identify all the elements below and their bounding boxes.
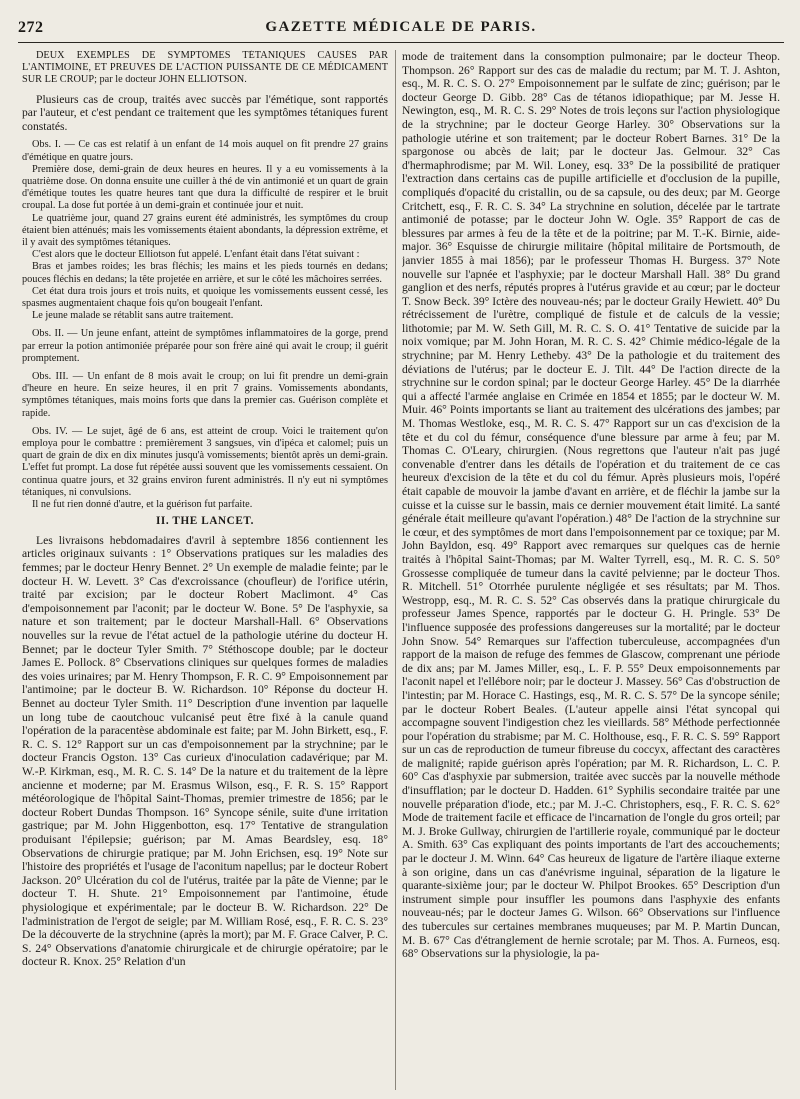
observation-3: Obs. III. — Un enfant de 8 mois avait le croup; on lui fit prendre un demi-grain d'heure en heure. En seize heures, il en prit 7 grains. Vomissements abondants, symptômes tétaniques, mais moins forts que dans la premier cas. Guérison complète et rapide. — [22, 371, 388, 419]
observation-2: Obs. II. — Un jeune enfant, atteint de symptômes inflammatoires de la gorge, prend par erreur la potion antimoniée préparée pour son frère ainé qui avait le croup; il guérit promptement. — [22, 328, 388, 364]
page-number: 272 — [18, 19, 44, 36]
obs1-para: Bras et jambes roides; les bras fléchis; les mains et les pieds tournés en dedans; pouces fléchis en dedans; la tête projetée en arrière, et sur le côté les mâchoires serrées. — [22, 261, 388, 285]
lancet-article-list: Les livraisons hebdomadaires d'avril à septembre 1856 contiennent les articles originaux suivants : 1° Observations pratiques sur les maladies des femmes; par le docteur Henry Bennet. 2° Un exemple de maladie feinte; par le docteur H. W. Levett. 3° Cas d'excroissance (choufleur) de l'orifice utérin, traité par excision; par le docteur Robert Maclimont. 4° Cas d'empoisonnement par l'aconit; par le docteur W. Bone. 5° De l'asphyxie, sa nature et son traitement; par le docteur Marshall-Hall. 6° Observations nouvelles sur la revue de l'état actuel de la pathologie utérine du docteur H. Bennet; par le docteur Tyler Smith. 7° Stéthoscope double; par le docteur James E. Pollock. 8° Cbservations cliniques sur quelques formes de maladies des voies urinaires; par M. Henry Thompson, F. R. C. 9° Empoisonnement par l'antimoine; par le docteur B. W. Richardson. 10° Réponse du docteur H. Bennet au docteur Tyler Smith. 11° Description d'une invention par laquelle un long tube de caoutchouc vulcanisé peut être fixé à la canule quand l'opération de la paracentèse abdominale est faite; par M. John Birkett, esq., F. R. C. S. 12° Rapport sur un cas d'empoisonnement par la strychnine; par le docteur Francis Ogston. 13° Cas curieux d'inoculation cadavérique; par M. W.-P. Kirkman, esq., M. R. C. S. 14° De la nature et du traitement de la lèpre ancienne et moderne; par M. Erasmus Wilson, esq., F. R. S. 15° Rapport météorologique de l'hôpital Saint-Thomas, premier trimestre de 1856; par le docteur Robert Dundas Thompson. 16° Syncope sénile, suite d'une irritation gastrique; par M. John Higgenbotton, esq. 17° Tentative de strangulation produisant l'épilepsie; guérison; par M. Amas Beardsley, esq. 18° Observations de chirurgie pratique; par M. John Erichsen, esq. 19° Note sur l'histoire des propriétés et l'usage de l'aconitum napellus; par le docteur Robert Jackson. 20° Ulcération du col de l'utérus, traitée par la pâte de Vienne; par le docteur T. H. Shute. 21° Empoisonnement par l'antimoine, étude physiologique et expérimentale; par le docteur B. W. Richardson. 22° De l'administration de l'ergot de seigle; par M. William Rosé, esq., F. R. C. S. 23° De la découverte de la strychnine (après la mort); par M. F. Grace Calver, P. C. S. 24° Observations d'anatomie chirurgicale et de chirurgie opératoire; par le docteur R. Knox. 25° Relation d'un — [22, 533, 388, 969]
page-header — [18, 16, 784, 43]
observation-1 — [22, 139, 388, 511]
article-title: DEUX EXEMPLES DE SYMPTÔMES TÉTANIQUES CAUSÉS PAR L'ANTIMOINE, ET PREUVES DE L'ACTION PUISSANTE DE CE MÉDICAMENT SUR LE CROUP; par le docteur JOHN ELLIOTSON. — [22, 50, 388, 86]
journal-title: GAZETTE MÉDICALE DE PARIS. — [265, 19, 537, 35]
obs1-para: C'est alors que le docteur Elliotson fut appelé. L'enfant était dans l'état suivant : — [32, 249, 360, 261]
lancet-article-list-continued: mode de traitement dans la consomption pulmonaire; par le docteur Theop. Thompson. 26° Rapport sur des cas de maladie du rectum; par M. T. J. Ashton, esq., M. R. C. S. O. 27° Empoisonnement par le sulfate de zinc; guérison; par le docteur George D. Gibb. 28° Cas de tétanos idiopathique; par M. Jesse H. Newington, esq., M. R. C. S. 29° Notes de trois leçons sur l'action physiologique de la strychnine; par le docteur George Harley. 30° Observations sur la pathologie utérine et son traitement; par le docteur Robert Barnes. 31° De la spargonose ou abcès de lait; par le docteur Jas. Gelmour. 32° Cas d'hermaphrodisme; par M. Wil. Loney, esq. 33° De la possibilité de pratiquer l'extraction dans certains cas de pupille artificielle et d'occlusion de la pupille, compliqués d'opacité du cristallin, ou de sa capsule, ou des deux; par M. George Critchett, esq., F. R. C. S. 34° La strychnine en solution, décelée par le tartrate antimonié de potasse; par le docteur John W. Ogle. 35° Rapport de cas de blessures par armes à feu de la tête et de la poitrine; par M. T.-K. Birnie, aide-major. 36° Esquisse de chirurgie militaire (hôpital militaire de Portsmouth, de janvier 1855 à mai 1856); par le professeur Thomas H. Burgess. 37° Note nouvelle sur l'apnée et l'asphyxie; par le docteur Marshall Hall. 38° Du grand ganglion et des nerfs, réputés propres à l'utérus gravide et au cœur; par le docteur T. Snow Beck. 39° Ictère des nouveau-nés; par le docteur Graily Hewiett. 40° Du rétrécissement de l'urètre, compliqué de fistule et de calculs de la vessie; lithotomie; par M. W. Seth Gill, M. R. C. S. O. 41° Tentative de suicide par la noix vomique; par M. John Horan, M. R. C. S. 42° Chimie médico-légale de la strychnine; par M. Henry Letheby. 43° De la pathologie et du traitement des déviations de l'utérus; par le docteur E. J. Tilt. 44° De l'action directe de la strychnine sur le cordon spinal; par le docteur George Harley. 45° De la diarrhée qui a affecté l'armée anglaise en Crimée en 1854 et 1855; par le docteur W. M. Muir. 46° Points importants se liant au traitement des ulcérations des jambes; par M. Thomas Westloke, esq., M. R. C. S. 47° Rapport sur un cas d'excision de la tête et du col du fémur, conséquence d'une blessure par arme à feu; par M. Thomas C. O'Leary, chirurgien. (Nous regrettons que l'auteur n'ait pas jugé convenable d'entrer dans les détails de l'opération et du traitement de ce cas heureux d'excision de la tête et du col du fémur. Après plusieurs mois, l'opéré était capable de mouvoir la jambe d'avant en arrière, et de fléchir la jambe sur la cuisse et la cuisse sur le bassin, mais ce dernier mouvement était limité. La santé générale était meilleure qu'avant l'opération.) 48° De l'action de la strychnine sur le cœur, et des symptômes de mort dans l'empoisonnement par ce toxique; par M. John Bayldon, esq. 49° Rapport avec remarques sur quelques cas de hernie traités à l'hôpital Saint-Thomas; par M. Walter Tyrrell, esq., M. R. C. S. 50° Grossesse compliquée de tumeur dans la cavité pelvienne; par le docteur Thos. R. Mitchell. 51° Otorrhée purulente négligée et ses résultats; par M. Thos. Westropp, esq., M. R. C. S. 52° Cas observés dans la pratique chirurgicale du professeur James Spence, rapportés par le docteur G. H. Pringle. 53° De l'influence supposée des professions dangereuses sur la mortalité; par le docteur John Snow. 54° Remarques sur l'affection tuberculeuse, accompagnées d'un rapport de la maison de refuge des femmes de Glascow, comprenant une période de dix ans; par M. James Miller, esq., L. F. P. 55° Deux empoisonnements par l'aconit napel et l'ellébore noir; par le docteur J. Massey. 56° Cas d'obstruction de l'intestin; par M. Horace C. Hastings, esq., M. R. C. S. 57° De la syncope sénile; par le docteur Robert Beales. (L'auteur appelle ainsi l'état syncopal qui accompagne souvent l'indigestion chez les vieillards. 58° Méthode perfectionnée pour l'opération du strabisme; par M. C. Holthouse, esq., F. R. C. S. 59° Rapport sur un cas de reproduction de tumeur fibreuse du coccyx, affectant des caractères de malignité; rapide guérison après l'opération; par M. R. Richardson, L. C. P. 60° Cas d'asphyxie par submersion, traitée avec succès par la nouvelle méthode d'insufflation; par le docteur D. Hadden. 61° Syphilis secondaire traitée par une nouvelle préparation d'iode, etc.; par M. J.-C. Christophers, esq., F. R. C. S. 62° Mode de traitement facile et efficace de l'incarnation de l'ongle du gros orteil; par M. J. Broke Gullway, chirurgien de l'artillerie royale, communiqué par le docteur A. Smith. 63° Cas expliquant des points importants de l'art des accouchements; par le docteur J. M. Winn. 64° Cas heureux de ligature de l'artère iliaque externe à son origine, dans un cas d'anévrisme inguinal, séparation de la ligature le quarante-sixième jour; par le docteur W. Philpot Brookes. 65° Description d'un instrument simple pour insuffler les poumons dans l'asphyxie des enfants nouveau-nés; par le docteur James G. Wilson. 66° Observations sur l'influence des tubercules sur certaines membranes muqueuses; par M. P. Martin Duncan, M. B. 67° Cas d'étranglement de hernie scrotale; par M. Thos. A. Furneos, esq. 68° Observations sur la physiologie, la pa- — [402, 50, 780, 961]
right-column — [402, 50, 780, 1090]
article-intro: Plusieurs cas de croup, traités avec succès par l'émétique, sont rapportés par l'auteur, et c'est pendant ce traitement que les symptômes tétaniques furent constatés. — [22, 92, 388, 133]
obs1-para: Le quatrième jour, quand 27 grains eurent été administrés, les symptômes du croup étaient bien atténués; mais les vomissements étaient abondants, la dépression extrême, et il y avait des symptômes tétaniques. — [22, 212, 388, 249]
section-title: II. THE LANCET. — [155, 515, 255, 528]
left-column — [22, 50, 388, 1090]
column-divider — [395, 50, 396, 1090]
obs1-para: Cet état dura trois jours et trois nuits, et quoique les vomissements eussent cessé, les spasmes augmentaient chaque fois qu'on bougeait l'enfant. — [22, 285, 388, 310]
observation-4-end: Il ne fut rien donné d'autre, et la guérison fut parfaite. — [32, 499, 253, 511]
obs1-para: Le jeune malade se rétablit sans autre traitement. — [32, 310, 234, 322]
observation-4: Obs. IV. — Le sujet, âgé de 6 ans, est atteint de croup. Voici le traitement qu'on employa pour le combattre : premièrement 3 sangsues, vin d'ipéca et calomel; puis un quart de grain de dix en dix minutes jusqu'à vomissements; bientôt après un demi-grain. L'effet fut prompt. La dose fut répétée aussi souvent que les vomissements cessaient. On continua quatre jours, et 32 grains environ furent administrés. Il n'y eut ni symptômes tétaniques, ni convulsions. — [22, 425, 388, 498]
obs1-para: Obs. I. — Ce cas est relatif à un enfant de 14 mois auquel on fit prendre 27 grains d'émétique en quatre jours. — [22, 139, 388, 163]
obs1-para: Première dose, demi-grain de deux heures en heures. Il y a eu vomissements à la quatrième dose. On donna ensuite une cuiller à thé de vin antimonié et un quart de grain d'émétique toutes les quatre heures tant que dura la difficulté de respirer et le bruit croupal. La dose fut portée à un demi-grain et continuée jour et nuit. — [22, 163, 388, 212]
